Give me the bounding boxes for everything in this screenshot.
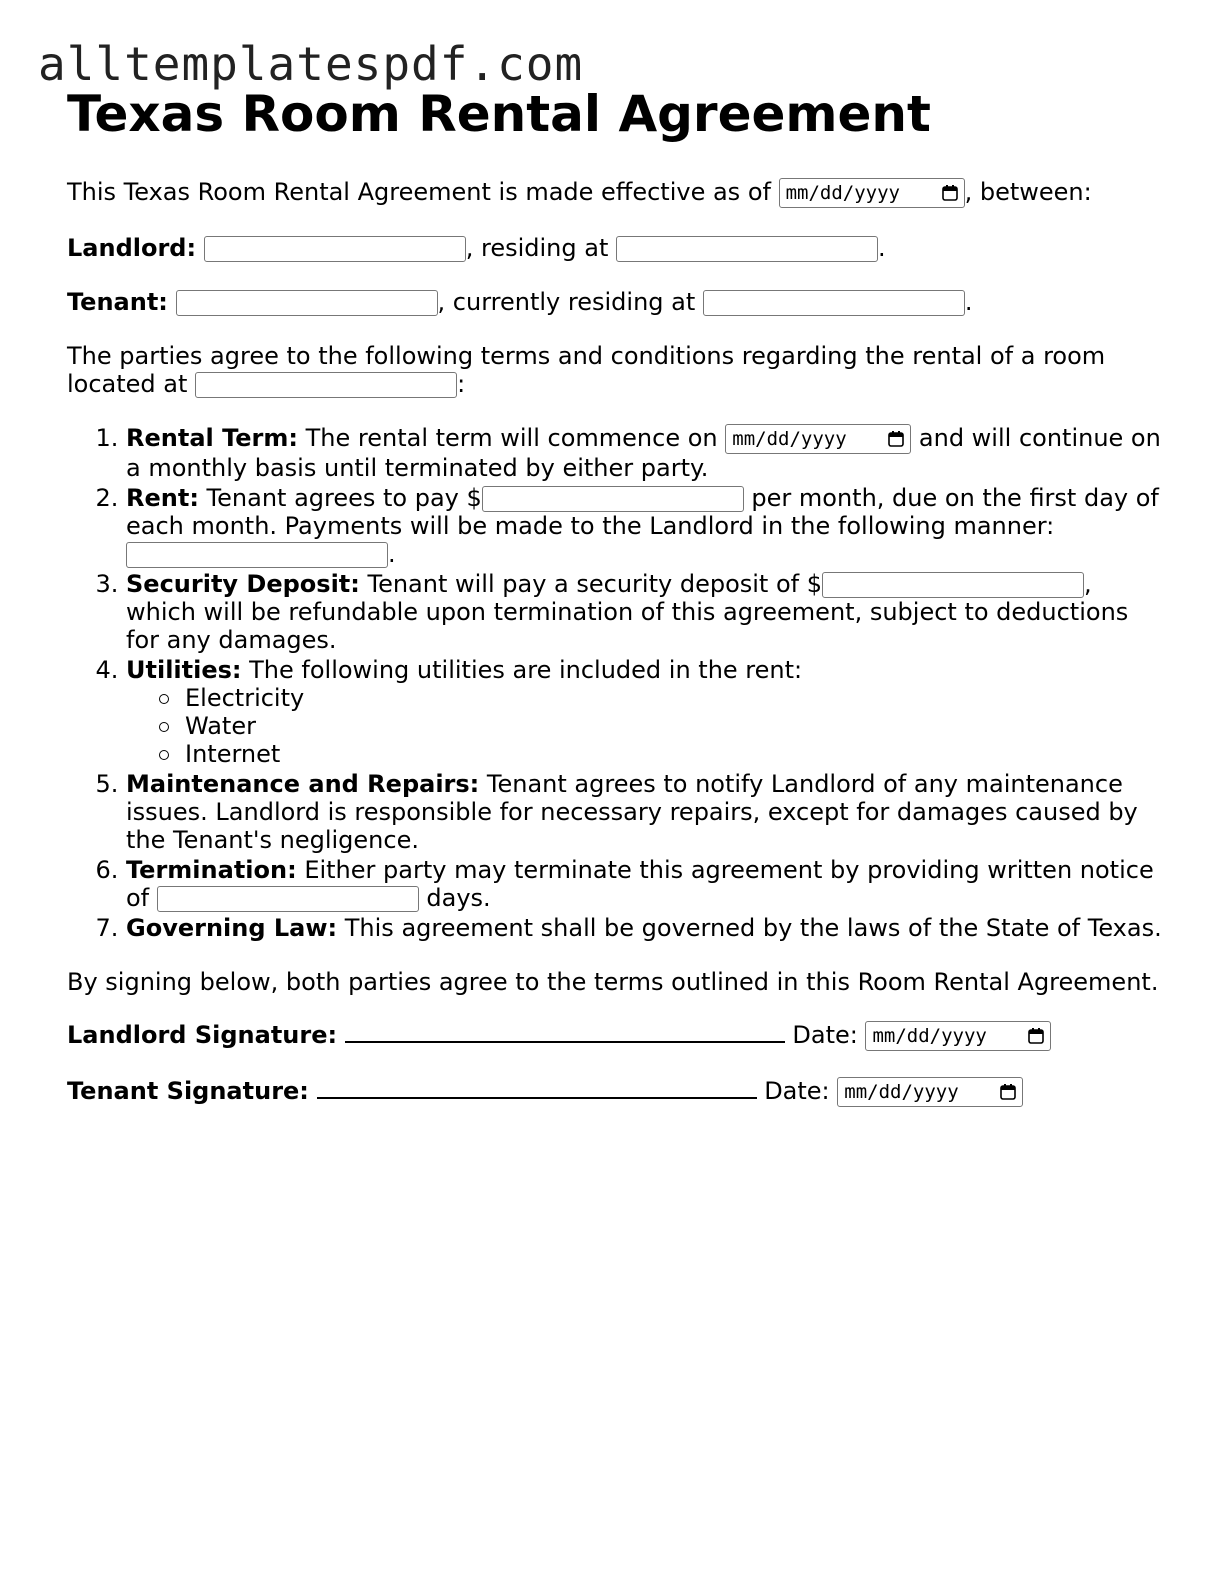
utility-item: Electricity xyxy=(185,684,1167,712)
intro-paragraph xyxy=(67,178,1167,208)
term-text: Tenant will pay a security deposit of $ xyxy=(359,570,822,598)
term-heading: Governing Law: xyxy=(126,914,338,942)
commence-date-input[interactable] xyxy=(725,424,911,454)
calendar-icon[interactable] xyxy=(1000,1084,1016,1100)
term-utilities xyxy=(126,656,1167,768)
tenant-end: . xyxy=(964,288,973,316)
term-text: and will continue on a monthly basis until terminated by either party. xyxy=(126,424,1161,482)
landlord-end: . xyxy=(878,234,886,262)
term-maintenance xyxy=(126,770,1167,854)
term-text: , which will be refundable upon termination of this agreement, subject to deductions for any damages. xyxy=(126,570,1129,654)
date-label: Date: xyxy=(792,1021,858,1049)
tenant-row xyxy=(67,288,1167,316)
notice-days-input[interactable] xyxy=(157,886,419,912)
calendar-icon[interactable] xyxy=(888,431,904,447)
intro-after-text: , between: xyxy=(964,178,1092,206)
term-text: The following utilities are included in the rent: xyxy=(241,656,803,684)
document-body xyxy=(67,84,1167,1108)
term-rent xyxy=(126,484,1167,568)
term-text: Either party may terminate this agreement by providing written notice of xyxy=(126,856,1154,912)
parties-text: The parties agree to the following terms and conditions regarding the rental of a room located at xyxy=(67,342,1106,398)
term-rental xyxy=(126,424,1167,482)
landlord-date-input[interactable] xyxy=(865,1021,1051,1051)
tenant-residing-text: , currently residing at xyxy=(437,288,696,316)
date-placeholder: mm/dd/yyyy xyxy=(785,182,900,204)
parties-end: : xyxy=(457,370,466,398)
closing-paragraph: By signing below, both parties agree to the terms outlined in this Room Rental Agreement. xyxy=(67,968,1159,996)
terms-list xyxy=(67,424,1167,942)
term-text: per month, due on the first day of each month. Payments will be made to the Landlord in the following manner: xyxy=(126,484,1159,540)
term-termination xyxy=(126,856,1167,912)
tenant-date-input[interactable] xyxy=(837,1077,1023,1107)
landlord-residing-text: , residing at xyxy=(465,234,609,262)
date-placeholder: mm/dd/yyyy xyxy=(844,1081,959,1103)
term-heading: Utilities: xyxy=(126,656,242,684)
payment-method-input[interactable] xyxy=(126,542,388,568)
landlord-name-input[interactable] xyxy=(204,236,466,262)
term-text: This agreement shall be governed by the laws of the State of Texas. xyxy=(337,914,1162,942)
term-heading: Security Deposit: xyxy=(126,570,360,598)
security-deposit-input[interactable] xyxy=(822,572,1084,598)
utility-item: Internet xyxy=(185,740,1167,768)
date-label: Date: xyxy=(764,1077,830,1105)
term-security xyxy=(126,570,1167,654)
term-text: Tenant agrees to pay $ xyxy=(198,484,482,512)
date-placeholder: mm/dd/yyyy xyxy=(872,1025,987,1047)
term-text: Tenant agrees to notify Landlord of any maintenance issues. Landlord is responsible for necessary repairs, except for damages caused by the Tenant's negligence. xyxy=(126,770,1138,854)
calendar-icon[interactable] xyxy=(1028,1028,1044,1044)
term-text: days. xyxy=(418,884,491,912)
term-heading: Termination: xyxy=(126,856,297,884)
utility-item: Water xyxy=(185,712,1167,740)
landlord-address-input[interactable] xyxy=(616,236,878,262)
term-governing xyxy=(126,914,1167,942)
landlord-signature-label: Landlord Signature: xyxy=(67,1021,338,1049)
tenant-address-input[interactable] xyxy=(703,290,965,316)
intro-text: This Texas Room Rental Agreement is made effective as of xyxy=(67,178,771,206)
landlord-row xyxy=(67,234,1167,262)
tenant-signature-row xyxy=(67,1074,1167,1108)
utilities-list xyxy=(126,684,1167,768)
term-text: The rental term will commence on xyxy=(298,424,718,452)
date-placeholder: mm/dd/yyyy xyxy=(732,428,847,450)
term-end: . xyxy=(388,540,396,568)
landlord-label: Landlord: xyxy=(67,234,197,262)
tenant-name-input[interactable] xyxy=(176,290,438,316)
room-location-input[interactable] xyxy=(195,372,457,398)
tenant-label: Tenant: xyxy=(67,288,168,316)
calendar-icon[interactable] xyxy=(942,185,958,201)
tenant-signature-label: Tenant Signature: xyxy=(67,1077,309,1105)
watermark: alltemplatespdf.com xyxy=(38,37,584,91)
landlord-signature-line[interactable] xyxy=(345,1021,785,1043)
term-heading: Rental Term: xyxy=(126,424,298,452)
term-heading: Maintenance and Repairs: xyxy=(126,770,480,798)
tenant-signature-line[interactable] xyxy=(317,1077,757,1099)
page-title: Texas Room Rental Agreement xyxy=(67,85,931,143)
term-heading: Rent: xyxy=(126,484,199,512)
parties-paragraph xyxy=(67,342,1167,398)
rent-amount-input[interactable] xyxy=(482,486,744,512)
effective-date-input[interactable] xyxy=(779,178,965,208)
landlord-signature-row xyxy=(67,1018,1167,1052)
